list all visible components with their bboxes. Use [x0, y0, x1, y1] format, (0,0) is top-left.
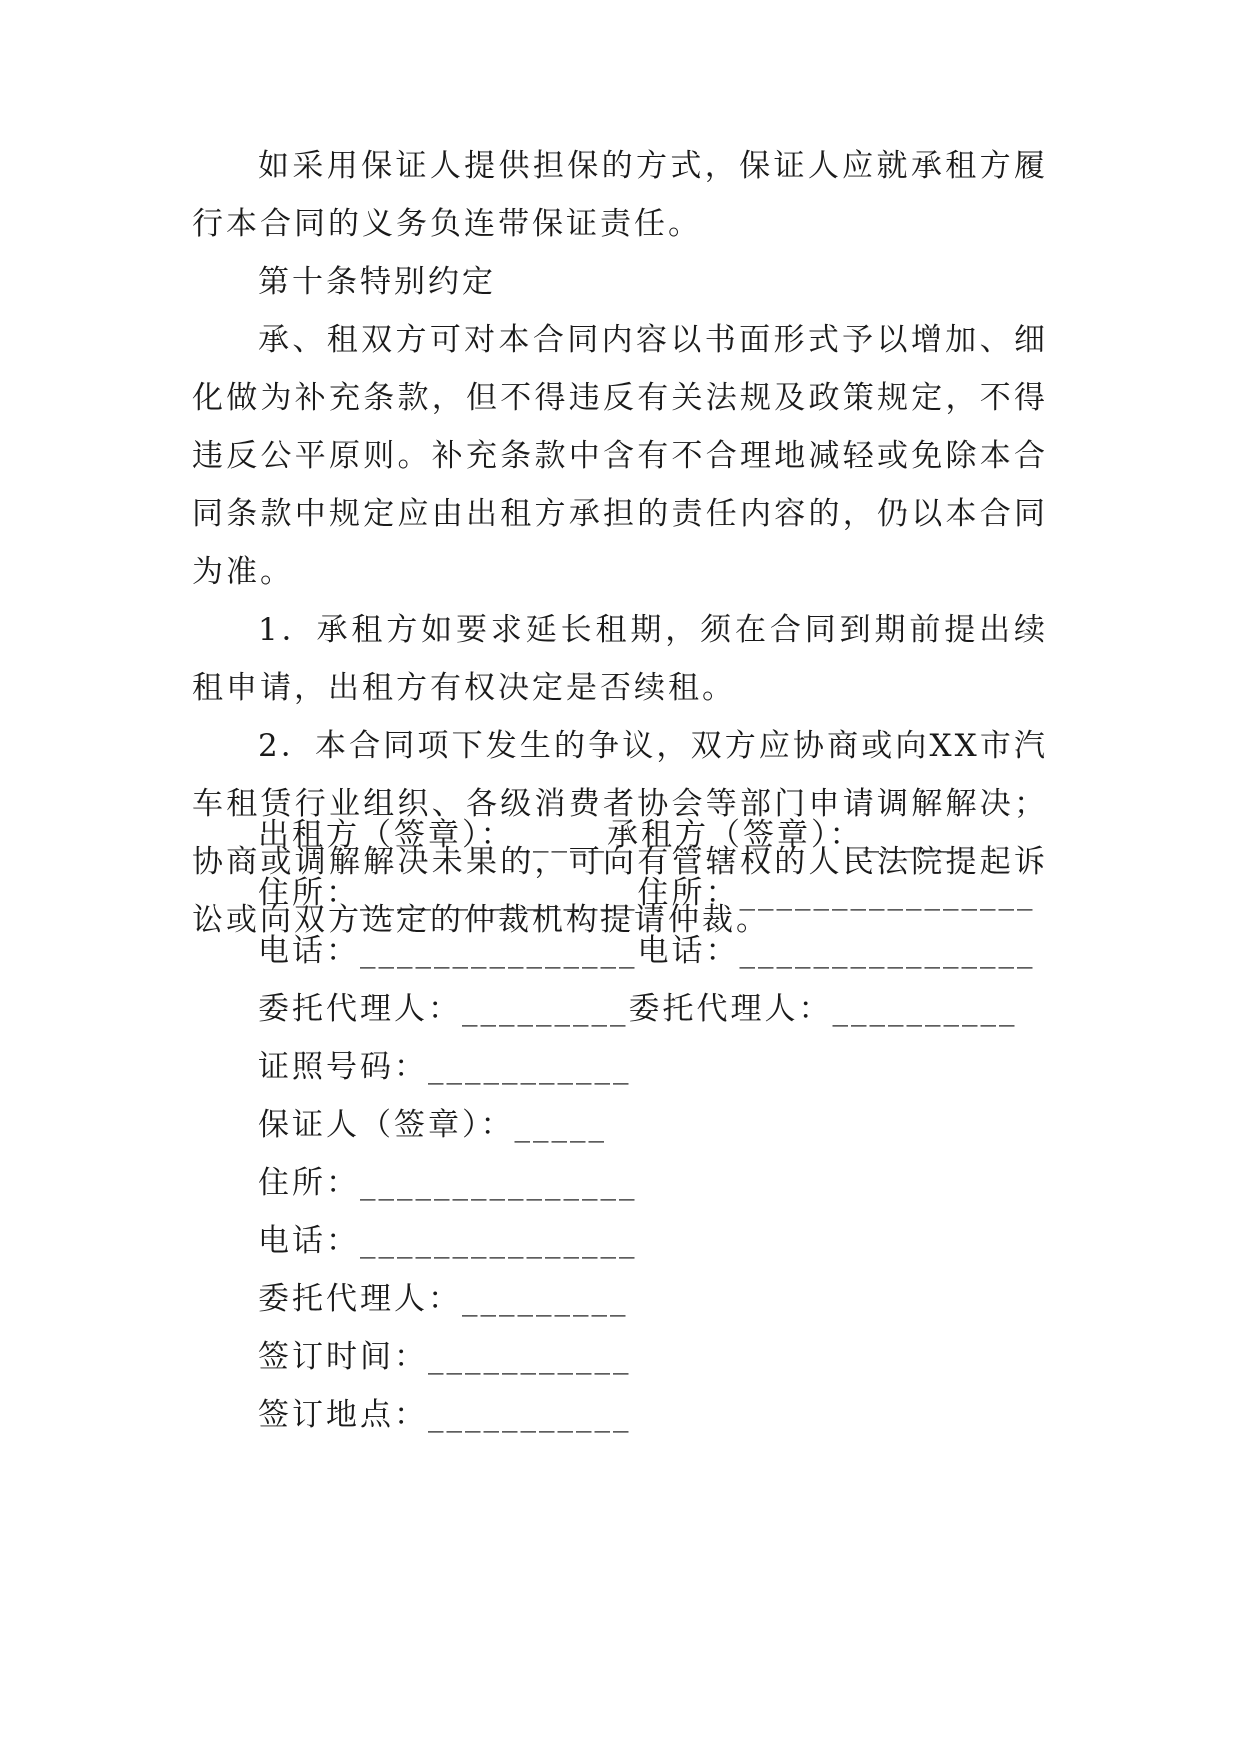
signature-line-guarantor-agent: 委托代理人：_________	[258, 1281, 629, 1317]
signature-line-license-number: 证照号码：___________	[258, 1049, 632, 1085]
paragraph-lease-extension: 1．承租方如要求延长租期，须在合同到期前提出续租申请，出租方有权决定是否续租。	[192, 612, 1048, 706]
paragraph-special-agreement: 承、租双方可对本合同内容以书面形式予以增加、细化做为补充条款，但不得违反有关法规及政策规定，不得违反公平原则。补充条款中含有不合理地减轻或免除本合同条款中规定应由出租方承担的责任内容的，仍以本合同为准。	[192, 322, 1048, 590]
signature-line-agent: 委托代理人：_________委托代理人：__________	[258, 991, 1018, 1027]
signature-line-phone: 电话：_______________电话：________________	[258, 933, 1036, 969]
signature-line-guarantor-address: 住所：_______________	[258, 1165, 638, 1201]
signature-line-guarantor-phone: 电话：_______________	[258, 1223, 638, 1259]
signature-line-address: 住所：_______________住所：________________	[258, 875, 1036, 911]
signature-section	[258, 806, 1058, 1444]
signature-line-guarantor: 保证人（签章）：_____	[258, 1107, 607, 1143]
paragraph-guarantor-clause: 如采用保证人提供担保的方式，保证人应就承租方履行本合同的义务负连带保证责任。	[192, 148, 1048, 242]
section-heading-article-10: 第十条特别约定	[258, 264, 496, 300]
signature-line-parties: 出租方（签章）：_____承租方（签章）：______	[258, 817, 975, 853]
paragraph-dispute-resolution: 2．本合同项下发生的争议，双方应协商或向XX市汽车租赁行业组织、各级消费者协会等部门申请调解解决；协商或调解解决未果的，可向有管辖权的人民法院提起诉讼或向双方选定的仲裁机构提请仲裁。	[192, 728, 1048, 938]
signature-line-signing-time: 签订时间：___________	[258, 1339, 632, 1375]
signature-line-signing-place: 签订地点：___________	[258, 1397, 632, 1433]
